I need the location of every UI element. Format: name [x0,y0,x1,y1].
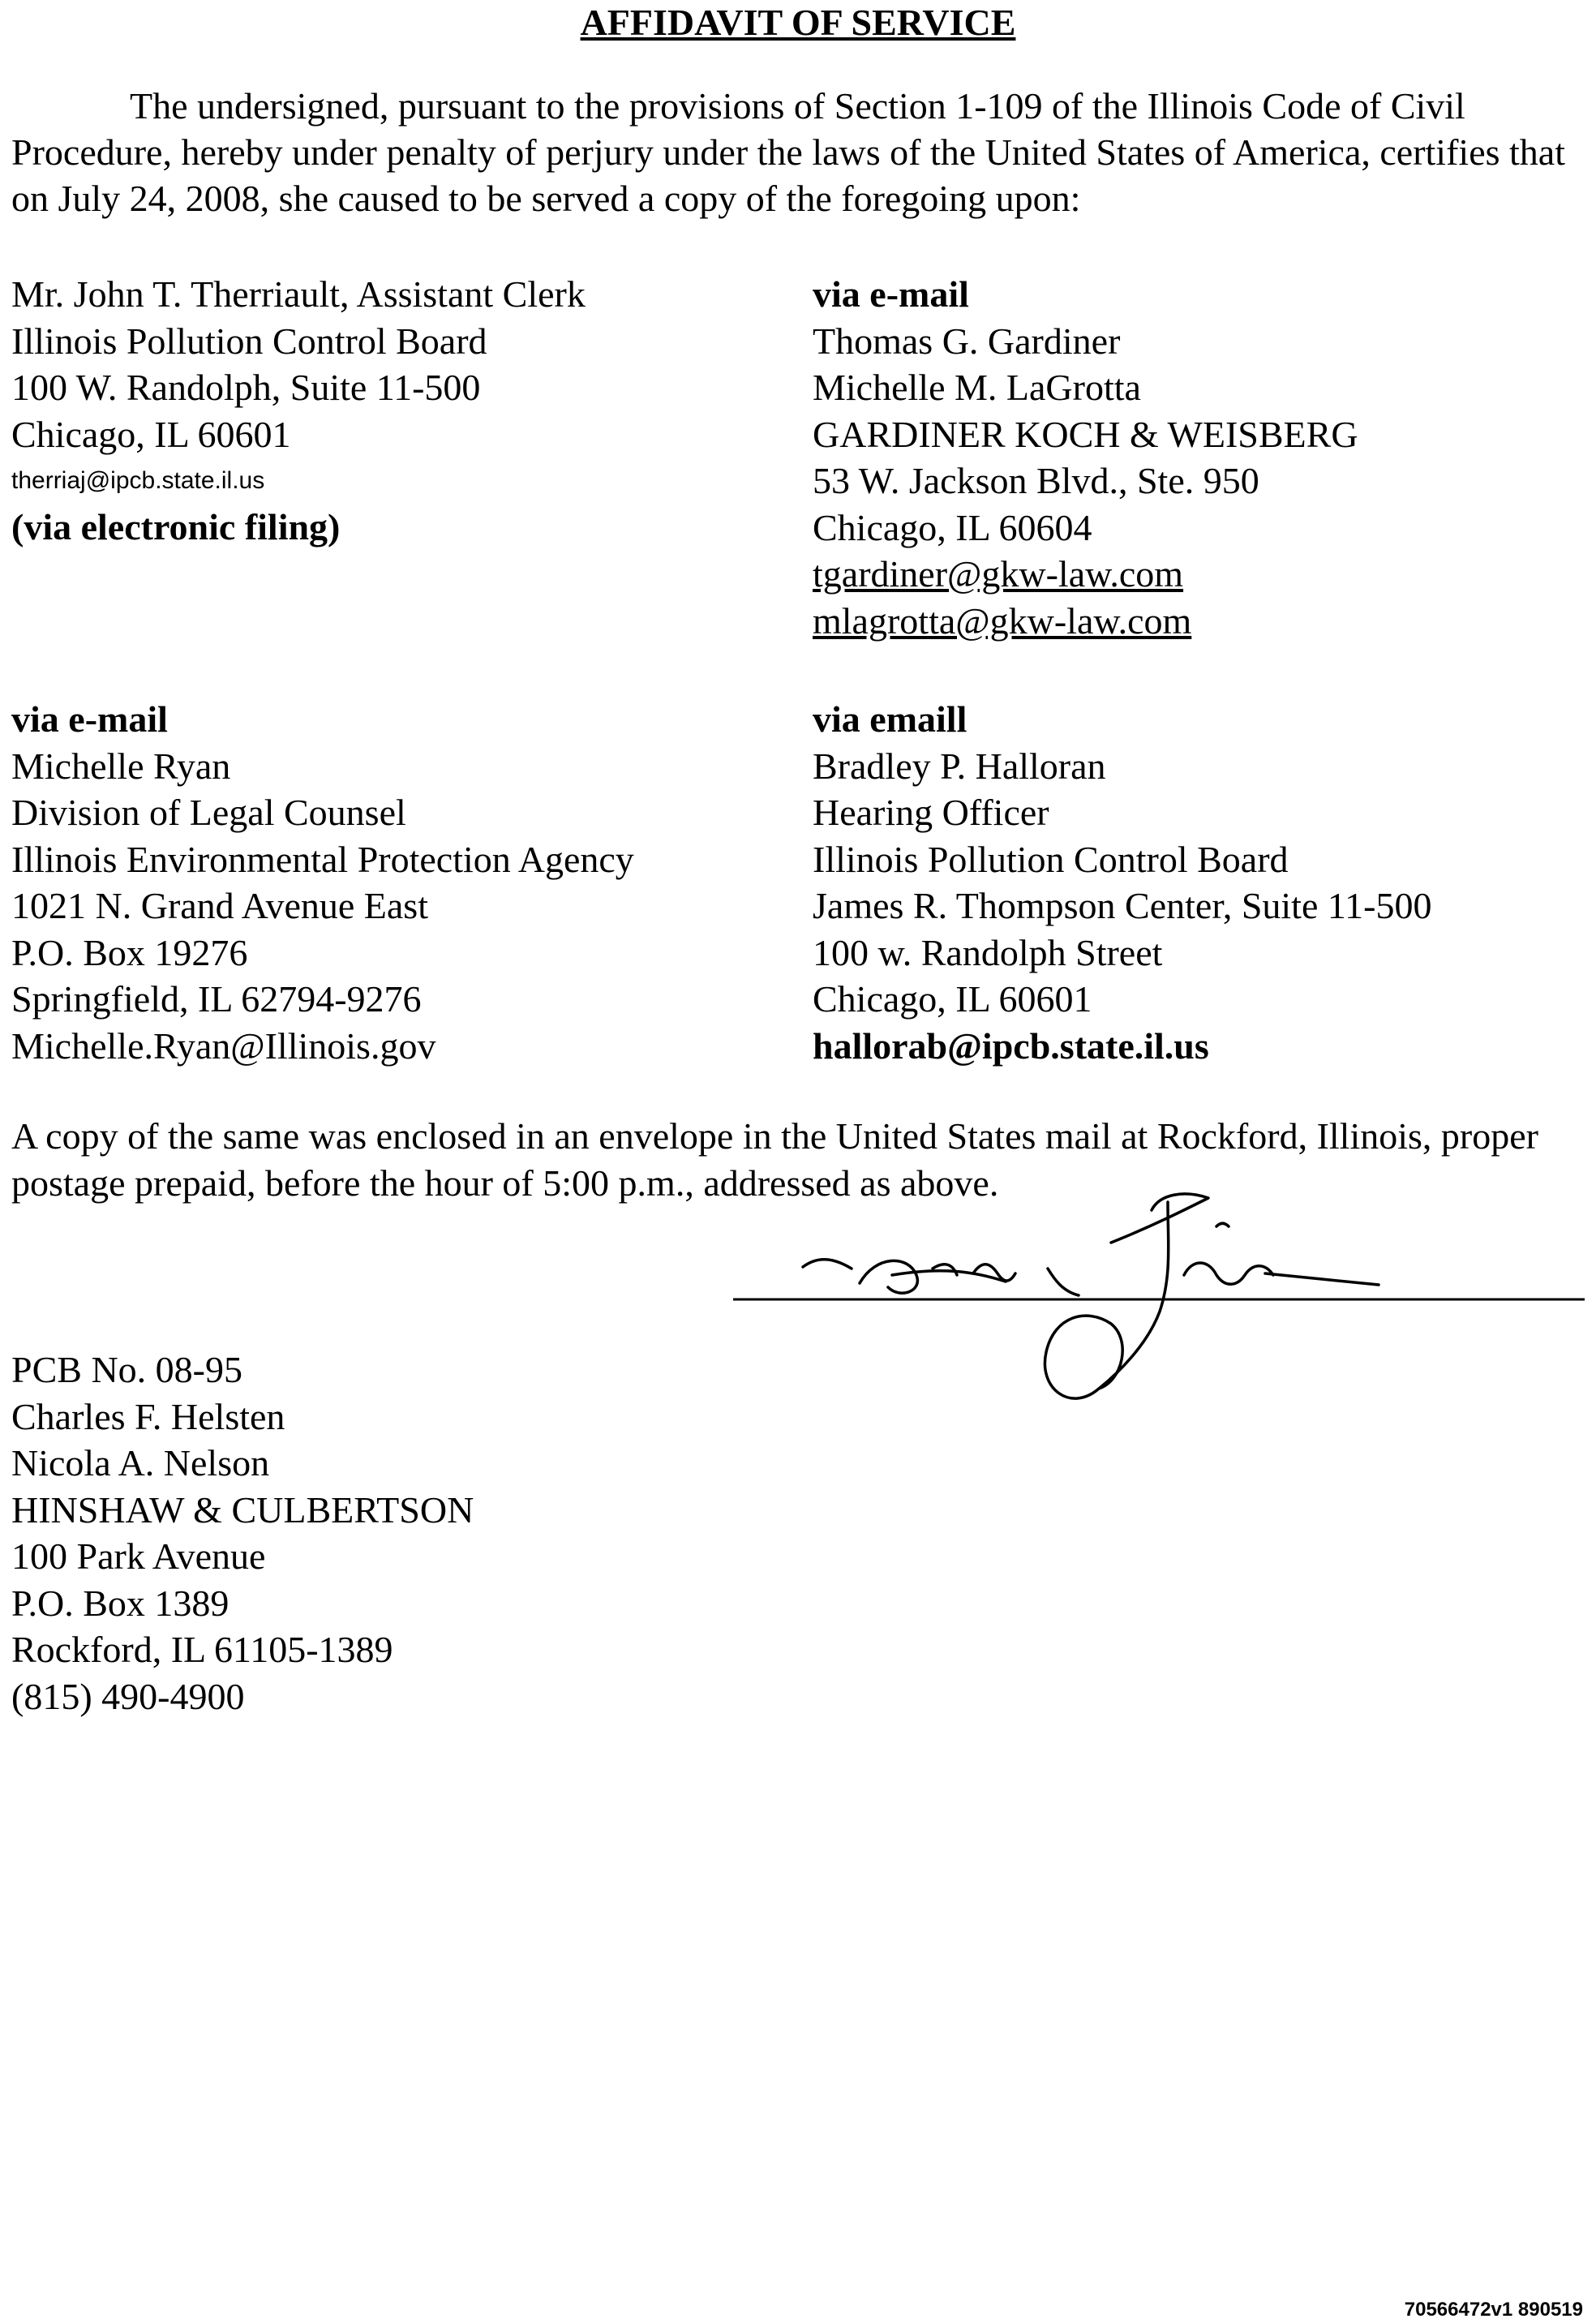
gardiner-address: 53 W. Jackson Blvd., Ste. 950 [813,460,1259,501]
handwritten-signature [730,1178,1590,1462]
sender-name1: Charles F. Helsten [11,1395,285,1437]
ryan-address: 1021 N. Grand Avenue East [11,885,428,926]
intro-text: The undersigned, pursuant to the provisions of Section 1-109 of the Illinois Code of Civil Procedure, hereby under penalty of perjury under the laws of the United States of America, certifies that on July 24, 2008, she caused to be served a copy of the foregoing upon: [11,85,1565,219]
clerk-org: Illinois Pollution Control Board [11,320,487,362]
recipient-clerk [11,271,586,551]
gardiner-firm: GARDINER KOCH & WEISBERG [813,413,1358,455]
gardiner-email2-link[interactable]: mlagrotta@gkw-law.com [813,599,1192,642]
clerk-email: therriaj@ipcb.state.il.us [11,467,265,494]
recipient-gardiner [813,271,1358,644]
halloran-name: Bradley P. Halloran [813,745,1106,787]
clerk-method: (via electronic filing) [11,506,341,547]
sender-block [11,1346,474,1720]
sender-pobox: P.O. Box 1389 [11,1582,230,1624]
recipient-ryan [11,696,634,1069]
signature-block [730,1178,1590,1462]
recipient-halloran [813,696,1432,1069]
clerk-address: 100 W. Randolph, Suite 11-500 [11,367,481,408]
halloran-method: via emaill [813,698,967,740]
gardiner-name1: Thomas G. Gardiner [813,320,1121,362]
intro-paragraph [11,83,1585,221]
sender-address: 100 Park Avenue [11,1535,266,1577]
ryan-agency: Illinois Environmental Protection Agency [11,838,634,880]
ryan-division: Division of Legal Counsel [11,792,406,833]
case-number: PCB No. 08-95 [11,1349,242,1390]
document-id: 70566472v1 890519 [1404,2299,1583,2321]
gardiner-city: Chicago, IL 60604 [813,506,1092,548]
gardiner-email1-link[interactable]: tgardiner@gkw-law.com [813,553,1184,595]
halloran-city: Chicago, IL 60601 [813,978,1092,1020]
closing-text: A copy of the same was enclosed in an envelope in the United States mail at Rockford, Illinois, proper postage prepaid, before the hour of 5:00 p.m., addressed as above. [11,1115,1538,1204]
ryan-name: Michelle Ryan [11,745,231,787]
sender-firm: HINSHAW & CULBERTSON [11,1488,474,1531]
halloran-address2: 100 w. Randolph Street [813,931,1163,973]
halloran-title: Hearing Officer [813,792,1049,833]
sender-name2: Nicola A. Nelson [11,1442,270,1484]
halloran-org: Illinois Pollution Control Board [813,838,1289,880]
clerk-name: Mr. John T. Therriault, Assistant Clerk [11,273,586,315]
ryan-method: via e-mail [11,698,168,740]
ryan-pobox: P.O. Box 19276 [11,931,248,973]
halloran-address1: James R. Thompson Center, Suite 11-500 [813,885,1432,926]
halloran-email: hallorab@ipcb.state.il.us [813,1024,1209,1067]
ryan-email: Michelle.Ryan@Illinois.gov [11,1024,436,1067]
gardiner-name2: Michelle M. LaGrotta [813,367,1141,408]
document-title: AFFIDAVIT OF SERVICE [580,2,1016,43]
gardiner-method: via e-mail [813,273,969,315]
clerk-city: Chicago, IL 60601 [11,413,291,455]
ryan-city: Springfield, IL 62794-9276 [11,978,422,1020]
sender-phone: (815) 490-4900 [11,1675,245,1717]
sender-city: Rockford, IL 61105-1389 [11,1629,393,1670]
